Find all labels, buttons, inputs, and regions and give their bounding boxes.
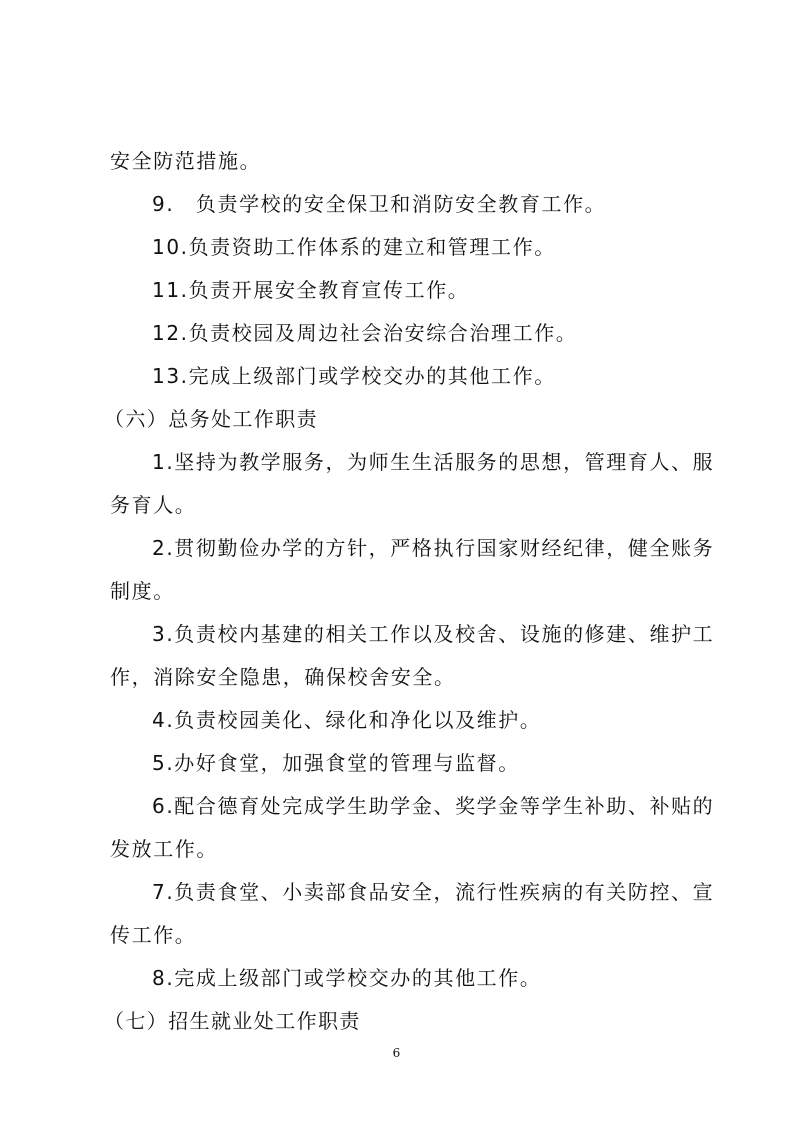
page-number: 6 (392, 1046, 401, 1060)
text-line: 9. 负责学校的安全保卫和消防安全教育工作。 (152, 192, 607, 216)
text-line: 11.负责开展安全教育宣传工作。 (152, 278, 470, 302)
text-line: 务育人。 (110, 493, 197, 517)
text-line: 3.负责校内基建的相关工作以及校舍、设施的修建、维护工 (152, 622, 715, 646)
text-line: 12.负责校园及周边社会治安综合治理工作。 (152, 321, 578, 345)
text-line: 4.负责校园美化、绿化和净化以及维护。 (152, 708, 542, 732)
text-line: 8.完成上级部门或学校交办的其他工作。 (152, 966, 542, 990)
section-heading: （六）总务处工作职责 (104, 407, 318, 431)
text-line: 安全防范措施。 (110, 149, 262, 173)
text-line: 13.完成上级部门或学校交办的其他工作。 (152, 364, 556, 388)
text-line: 2.贯彻勤俭办学的方针，严格执行国家财经纪律，健全账务 (152, 536, 715, 560)
text-line: 6.配合德育处完成学生助学金、奖学金等学生补助、补贴的 (152, 794, 715, 818)
text-line: 发放工作。 (110, 837, 218, 861)
text-line: 7.负责食堂、小卖部食品安全，流行性疾病的有关防控、宣 (152, 880, 715, 904)
text-line: 5.办好食堂，加强食堂的管理与监督。 (152, 751, 520, 775)
text-line: 制度。 (110, 579, 175, 603)
section-heading: （七）招生就业处工作职责 (104, 1009, 361, 1033)
text-line: 作，消除安全隐患，确保校舍安全。 (110, 665, 456, 689)
text-line: 传工作。 (110, 923, 197, 947)
text-line: 1.坚持为教学服务，为师生生活服务的思想，管理育人、服 (152, 450, 715, 474)
text-line: 10.负责资助工作体系的建立和管理工作。 (152, 235, 556, 259)
